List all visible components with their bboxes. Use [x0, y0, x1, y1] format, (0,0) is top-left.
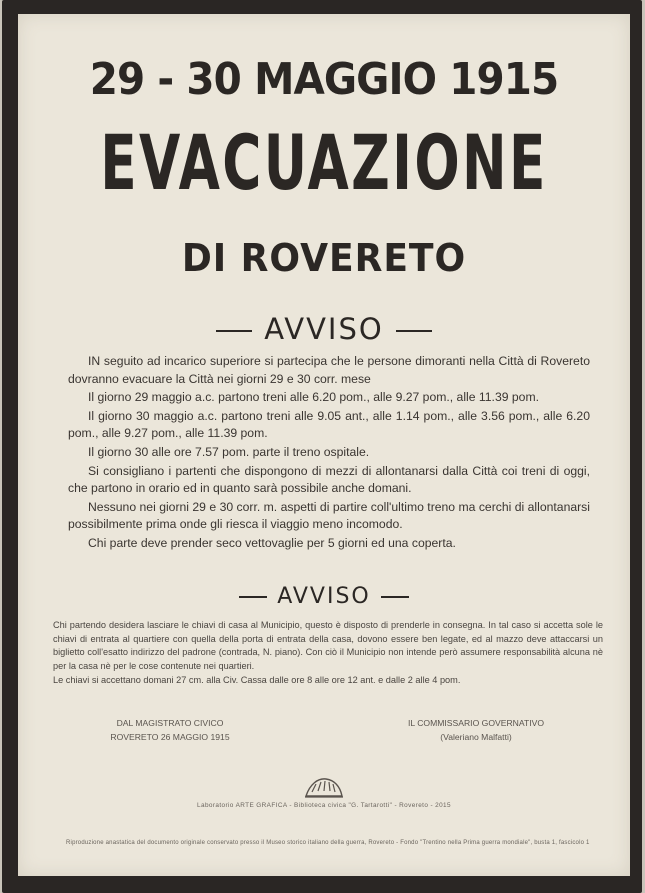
publisher-logo-icon	[304, 774, 344, 800]
notice1-body	[68, 353, 590, 554]
main-heading: EVACUAZIONE	[100, 118, 548, 207]
notice1-paragraph: Si consigliano i partenti che dispongono di mezzi di allontanarsi dalla Città coi treni di oggi, che partono in orario ed in quanto sarà possibile anche domani.	[68, 463, 590, 496]
rule-left	[239, 596, 267, 598]
signature-right	[396, 716, 556, 744]
imprint-text: Laboratorio ARTE GRAFICA - Biblioteca civica "G. Tartarotti" - Rovereto - 2015	[197, 802, 451, 809]
notice1-paragraph: IN seguito ad incarico superiore si partecipa che le persone dimoranti nella Città di Rovereto dovranno evacuare la Città nei giorni 29 e 30 corr. mese	[68, 354, 590, 386]
footer-text: Riproduzione anastatica del documento originale conservato presso il Museo storico italiano della guerra, Rovereto - Fondo "Trentino nella Prima guerra mondiale", busta 1, fascicolo 1	[66, 840, 590, 846]
rule-right	[396, 330, 432, 332]
poster-sheet	[18, 14, 630, 876]
notice2-title-row	[18, 584, 630, 609]
signature-left-line1: DAL MAGISTRATO CIVICO	[116, 718, 224, 728]
notice2-title: AVVISO	[277, 584, 371, 609]
signature-right-line1: IL COMMISSARIO GOVERNATIVO	[407, 718, 545, 728]
rule-right	[381, 596, 409, 598]
signature-left	[90, 716, 250, 744]
notice1-paragraph: Il giorno 30 alle ore 7.57 pom. parte il treno ospitale.	[88, 444, 370, 459]
notice2-paragraph: Le chiavi si accettano domani 27 cm. alla Civ. Cassa dalle ore 8 alle ore 12 ant. e dalle 2 alle 4 pom.	[53, 675, 461, 686]
notice1-paragraph: Il giorno 29 maggio a.c. partono treni alle 6.20 pom., alle 9.27 pom., alle 11.39 pom.	[88, 390, 539, 405]
signature-right-line2: (Valeriano Malfatti)	[440, 732, 512, 742]
sub-heading: DI ROVERETO	[181, 236, 467, 280]
date-heading: 29 - 30 MAGGIO 1915	[89, 54, 559, 105]
rule-left	[216, 330, 252, 332]
signature-left-line2: ROVERETO 26 MAGGIO 1915	[110, 732, 230, 742]
notice1-paragraph: Il giorno 30 maggio a.c. partono treni alle 9.05 ant., alle 1.14 pom., alle 3.56 pom., alle 6.20 pom., alle 9.27 pom., alle 11.39 pom.	[68, 408, 590, 441]
notice1-title: AVVISO	[264, 312, 384, 346]
notice2-paragraph: Chi partendo desidera lasciare le chiavi di casa al Municipio, questo è disposto di prenderle in consegna. In tal caso si accetta sole le chiavi di entrata al quartiere con quella della porta di entrata della casa, dovono essere ben legate, ed al mazzo deve attaccarsi un biglietto coll'esatto indirizzo del padrone (contrada, N. piano). Con ciò il Municipio non intende però assumere responsabilità alcuna nè per la casa nè per le cose contenute nei quartieri.	[53, 620, 603, 671]
picture-frame	[2, 0, 642, 893]
notice1-paragraph: Nessuno nei giorni 29 e 30 corr. m. aspetti di partire coll'ultimo treno ma cerchi di allontanarsi possibilmente prima onde gli riesca il viaggio meno incomodo.	[68, 499, 590, 532]
notice2-body	[53, 619, 603, 689]
notice1-paragraph: Chi parte deve prender seco vettovaglie per 5 giorni ed una coperta.	[88, 535, 456, 550]
notice1-title-row	[18, 312, 630, 346]
